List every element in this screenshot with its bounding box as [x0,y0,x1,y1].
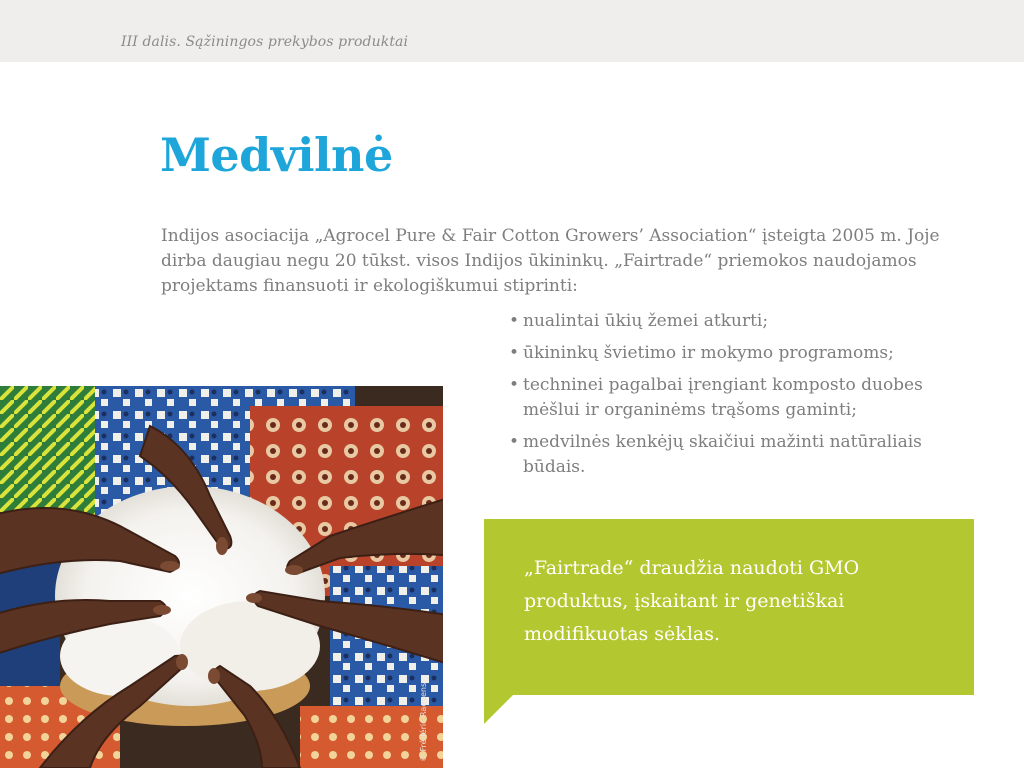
bullet-list [509,309,969,487]
cotton-hands-photo [0,386,443,768]
bullet-item: • medvilnės kenkėjų skaičiui mažinti natūraliais būdais. [509,430,969,480]
bullet-item: • nualintai ūkių žemei atkurti; [509,309,969,334]
photo-credit: © Frédéric Raevens [419,682,428,762]
bullet-item: • ūkininkų švietimo ir mokymo programoms; [509,341,969,366]
intro-paragraph: Indijos asociacija „Agrocel Pure & Fair Cotton Growers’ Association“ įsteigta 2005 m. Joje dirba daugiau negu 20 tūkst. visos Indijos ūkininkų. „Fairtrade“ priemokos naudojamos projektams finansuoti ir ekologiškumui stiprinti: [161,226,940,296]
section-label: III dalis. Sąžiningos prekybos produktai [121,34,409,50]
page-title: Medvilnė [160,128,393,182]
bullet-item: • techninei pagalbai įrengiant komposto duobes mėšlui ir organinėms trąšoms gaminti; [509,373,969,423]
header-bar [0,0,1024,62]
callout-tail [484,694,514,724]
callout-text: „Fairtrade“ draudžia naudoti GMO produktus, įskaitant ir genetiškai modifikuotas sėklas. [524,557,860,645]
